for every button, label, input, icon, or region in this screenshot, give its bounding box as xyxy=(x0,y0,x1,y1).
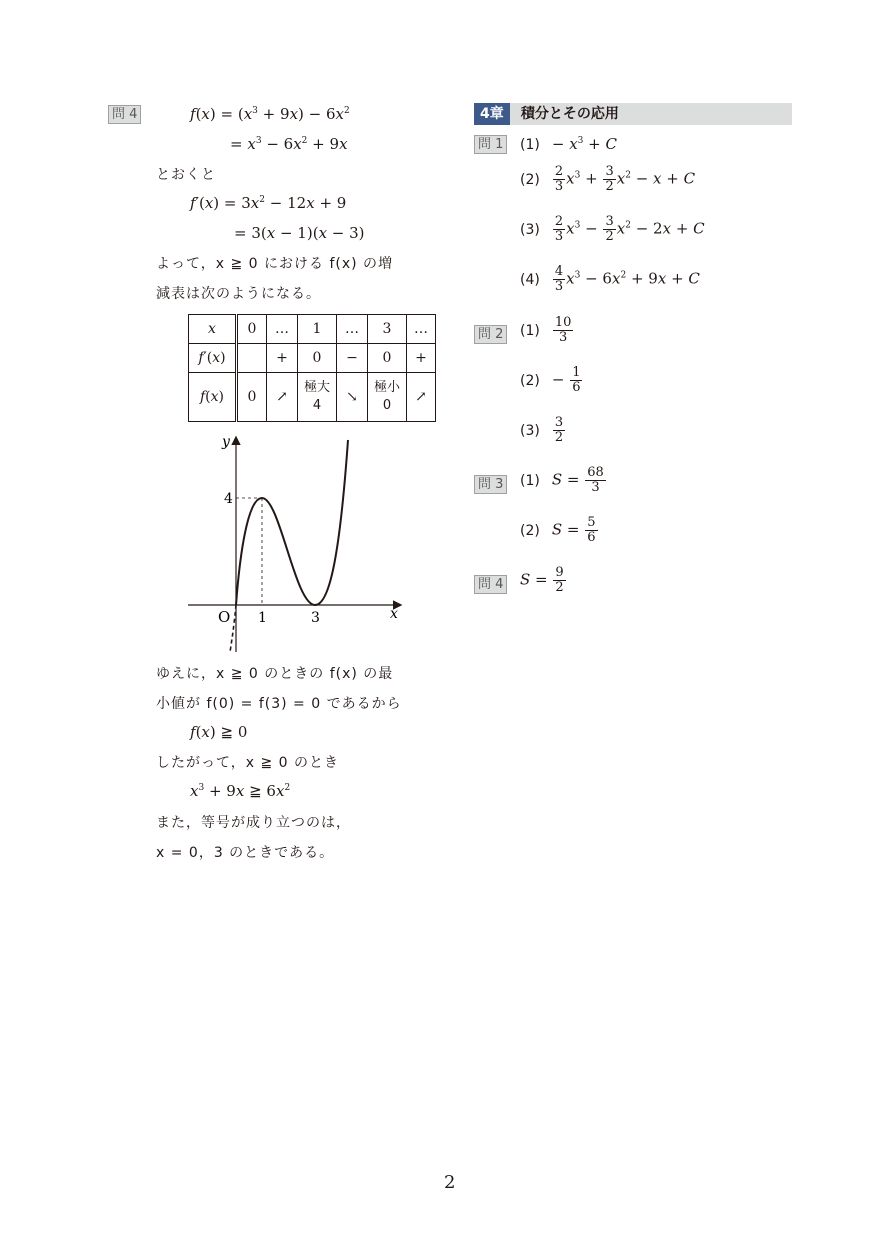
table-cell: + xyxy=(267,344,298,373)
equation-fx-definition: $f(x) = (x^3 + 9x) - 6x^2$ xyxy=(190,105,350,123)
y-axis-label: y xyxy=(222,434,230,450)
table-cell: + xyxy=(407,344,436,373)
chapter-number: 4章 xyxy=(474,103,510,125)
q1-answer-3: (3) $\frac{2}{3}$ $x^3$ − $\frac{3}{2}$ $x^2 - 2x + C$ xyxy=(520,214,705,244)
table-cell: 0 xyxy=(298,344,337,373)
table-cell: 1 xyxy=(298,315,337,344)
y-tick-4: 4 xyxy=(224,491,233,507)
table-header-fx: f(x) xyxy=(189,373,237,422)
table-cell-local-min: 極小 0 xyxy=(368,373,407,422)
table-cell: 3 xyxy=(368,315,407,344)
text-line-conclusion: x = 0，3 のときである。 xyxy=(156,845,335,861)
table-cell: … xyxy=(267,315,298,344)
q2-answer-1: (1) $\frac{10}{3}$ xyxy=(520,315,572,345)
equation-fx-nonnegative: f(x) ≧ 0 xyxy=(190,723,248,741)
text-line-table-intro: 減表は次のようになる。 xyxy=(156,286,321,302)
problem-4-badge: 問 4 xyxy=(108,105,141,124)
chapter-title: 積分とその応用 xyxy=(520,106,619,122)
table-cell: ↘ xyxy=(337,373,368,422)
curve-solid xyxy=(236,440,348,605)
table-cell xyxy=(237,344,267,373)
q3-answer-2: (2) S = $\frac{5}{6}$ xyxy=(520,515,596,545)
table-cell: − xyxy=(337,344,368,373)
text-line-equality: また，等号が成り立つのは， xyxy=(156,815,351,831)
x-tick-1: 1 xyxy=(258,610,267,626)
problem-3-badge: 問 3 xyxy=(474,475,507,494)
table-header-x: x xyxy=(189,315,237,344)
text-line-yotte: よって，x ≧ 0 における f(x) の増 xyxy=(156,256,394,272)
increase-decrease-table xyxy=(188,314,436,422)
x-tick-3: 3 xyxy=(311,610,320,626)
table-cell: … xyxy=(337,315,368,344)
q3-answer-1: (1) S = $\frac{68}{3}$ xyxy=(520,465,604,495)
x-axis-label: x xyxy=(390,606,398,622)
problem-1-badge: 問 1 xyxy=(474,135,507,154)
equation-fx-expanded: = $x^3 - 6x^2 + 9x$ xyxy=(230,135,348,153)
table-cell: 0 xyxy=(368,344,407,373)
text-tookuto: とおくと xyxy=(156,167,216,183)
equation-derivative: $f'(x) = 3x^2 - 12x + 9$ xyxy=(190,194,347,212)
q4-answer: S = $\frac{9}{2}$ xyxy=(520,565,564,595)
problem-2-badge: 問 2 xyxy=(474,325,507,344)
text-line-yueni: ゆえに，x ≧ 0 のときの f(x) の最 xyxy=(156,666,394,682)
table-cell-local-max: 極大 4 xyxy=(298,373,337,422)
q2-answer-2: (2) − $\frac{1}{6}$ xyxy=(520,365,581,395)
equation-inequality: $x^3 + 9x$ ≧ $6x^2$ xyxy=(190,782,291,800)
table-cell: 0 xyxy=(237,315,267,344)
text-line-minimum: 小値が f(0) = f(3) = 0 であるから xyxy=(156,696,402,712)
problem-4-right-badge: 問 4 xyxy=(474,575,507,594)
text-line-shitagatte: したがって，x ≧ 0 のとき xyxy=(156,755,339,771)
origin-label: O xyxy=(218,608,231,626)
table-cell: … xyxy=(407,315,436,344)
q1-answer-2: (2) $\frac{2}{3}$ $x^3$ + $\frac{3}{2}$ $x^2 - x + C$ xyxy=(520,164,696,194)
q1-answer-4: (4) $\frac{4}{3}$ $x^3 - 6x^2 + 9x + C$ xyxy=(520,264,700,294)
table-cell: 0 xyxy=(237,373,267,422)
page-number: 2 xyxy=(444,1172,456,1193)
table-cell: ↗ xyxy=(407,373,436,422)
curve-dashed-negative xyxy=(230,605,236,652)
function-graph xyxy=(180,432,410,657)
q2-answer-3: (3) $\frac{3}{2}$ xyxy=(520,415,564,445)
table-header-derivative: f′(x) xyxy=(189,344,237,373)
equation-derivative-factored: = 3(x − 1)(x − 3) xyxy=(234,224,365,242)
chapter-header xyxy=(474,103,792,125)
q1-answer-1: $(1) - x^3 + C$ xyxy=(520,135,617,153)
table-cell: ↗ xyxy=(267,373,298,422)
